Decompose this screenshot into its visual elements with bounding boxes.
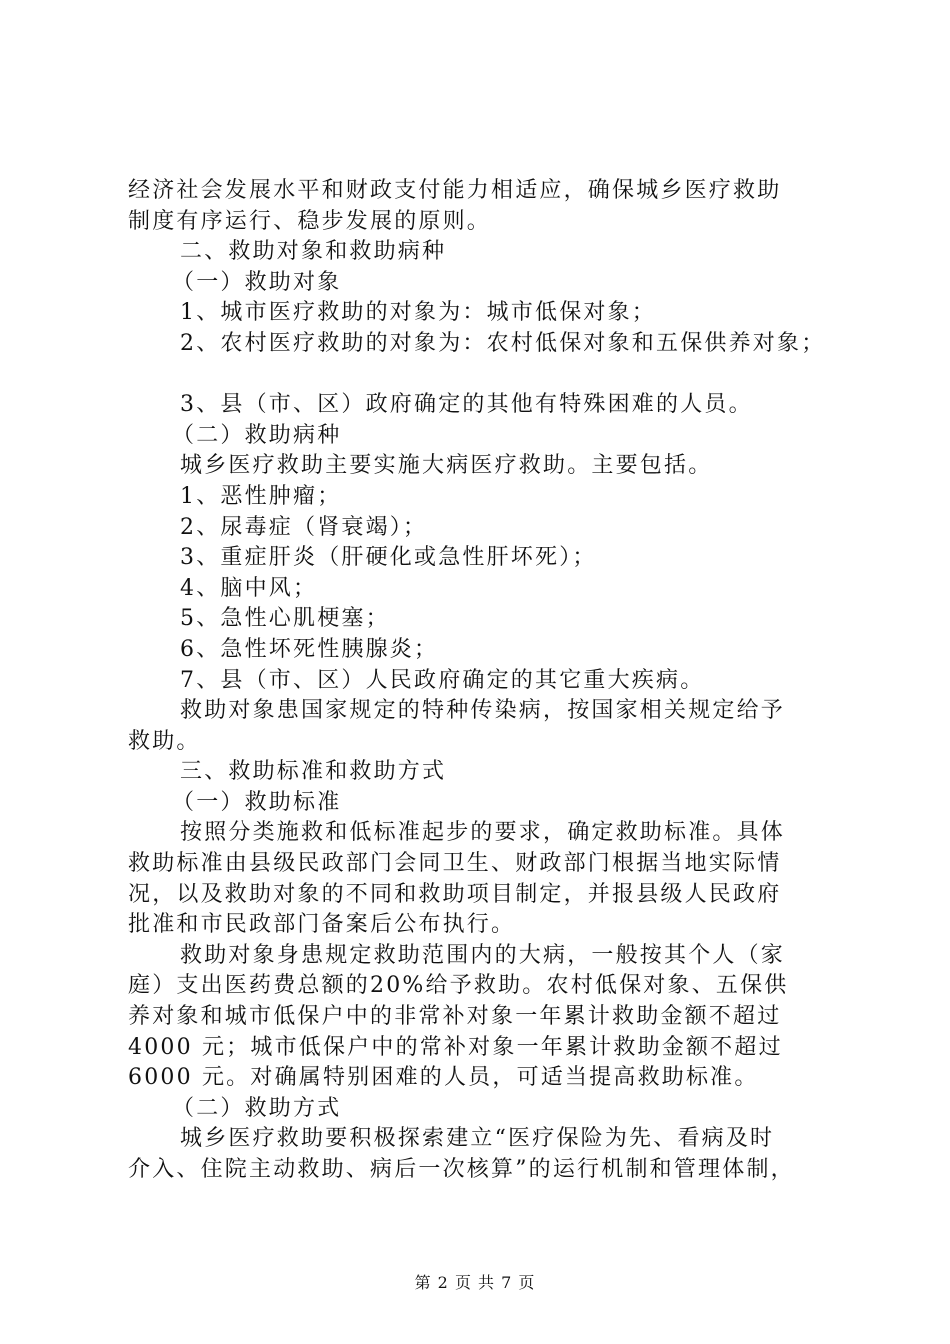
document-line: 城乡医疗救助要积极探索建立“医疗保险为先、看病及时 bbox=[180, 1126, 775, 1152]
document-line: 4、脑中风； bbox=[180, 575, 318, 601]
document-line: 救助。 bbox=[128, 728, 201, 754]
document-line bbox=[128, 360, 848, 391]
document-line: 6、急性坏死性胰腺炎； bbox=[180, 636, 439, 662]
document-line: 庭）支出医药费总额的20%给予救助。农村低保对象、五保供 bbox=[128, 973, 789, 999]
document-line: 1、恶性肿瘤； bbox=[180, 483, 342, 509]
document-line: 介入、住院主动救助、病后一次核算”的运行机制和管理体制， bbox=[128, 1157, 795, 1182]
document-line: 制度有序运行、稳步发展的原则。 bbox=[128, 208, 492, 234]
document-line: 1、城市医疗救助的对象为：城市低保对象； bbox=[180, 300, 656, 326]
document-line: 救助标准由县级民政部门会同卫生、财政部门根据当地实际情 bbox=[128, 851, 782, 877]
document-line: 二、救助对象和救助病种 bbox=[180, 239, 447, 265]
document-line: 城乡医疗救助主要实施大病医疗救助。主要包括。 bbox=[180, 453, 713, 479]
document-line: 6000 元。对确属特别困难的人员，可适当提高救助标准。 bbox=[128, 1065, 759, 1091]
document-line: 况，以及救助对象的不同和救助项目制定，并报县级人民政府 bbox=[128, 881, 782, 907]
document-line: （二）救助病种 bbox=[172, 422, 342, 448]
document-line: 养对象和城市低保户中的非常补对象一年累计救助金额不超过 bbox=[128, 1004, 782, 1030]
document-body bbox=[128, 176, 848, 1186]
document-line: 4000 元；城市低保户中的常补对象一年累计救助金额不超过 bbox=[128, 1034, 783, 1060]
document-line: 按照分类施救和低标准起步的要求，确定救助标准。具体 bbox=[180, 820, 786, 846]
document-line: 救助对象身患规定救助范围内的大病，一般按其个人（家 bbox=[180, 942, 786, 968]
document-line: （一）救助对象 bbox=[172, 269, 342, 295]
document-line: 5、急性心肌梗塞； bbox=[180, 606, 390, 632]
document-line: （二）救助方式 bbox=[172, 1095, 342, 1121]
document-line: 3、县（市、区）政府确定的其他有特殊困难的人员。 bbox=[180, 392, 753, 418]
document-line: 2、尿毒症（肾衰竭）； bbox=[180, 514, 428, 540]
document-line: 三、救助标准和救助方式 bbox=[180, 759, 447, 785]
document-line: 7、县（市、区）人民政府确定的其它重大疾病。 bbox=[180, 667, 705, 693]
document-line: （一）救助标准 bbox=[172, 789, 342, 815]
document-line: 救助对象患国家规定的特种传染病，按国家相关规定给予 bbox=[180, 698, 786, 724]
document-line: 经济社会发展水平和财政支付能力相适应，确保城乡医疗救助 bbox=[128, 178, 782, 203]
document-line: 2、农村医疗救助的对象为：农村低保对象和五保供养对象； bbox=[180, 330, 826, 356]
page-footer: 第 2 页 共 7 页 bbox=[414, 1273, 536, 1292]
document-line: 3、重症肝炎（肝硬化或急性肝坏死）； bbox=[180, 545, 597, 571]
document-line: 批准和市民政部门备案后公布执行。 bbox=[128, 912, 516, 938]
